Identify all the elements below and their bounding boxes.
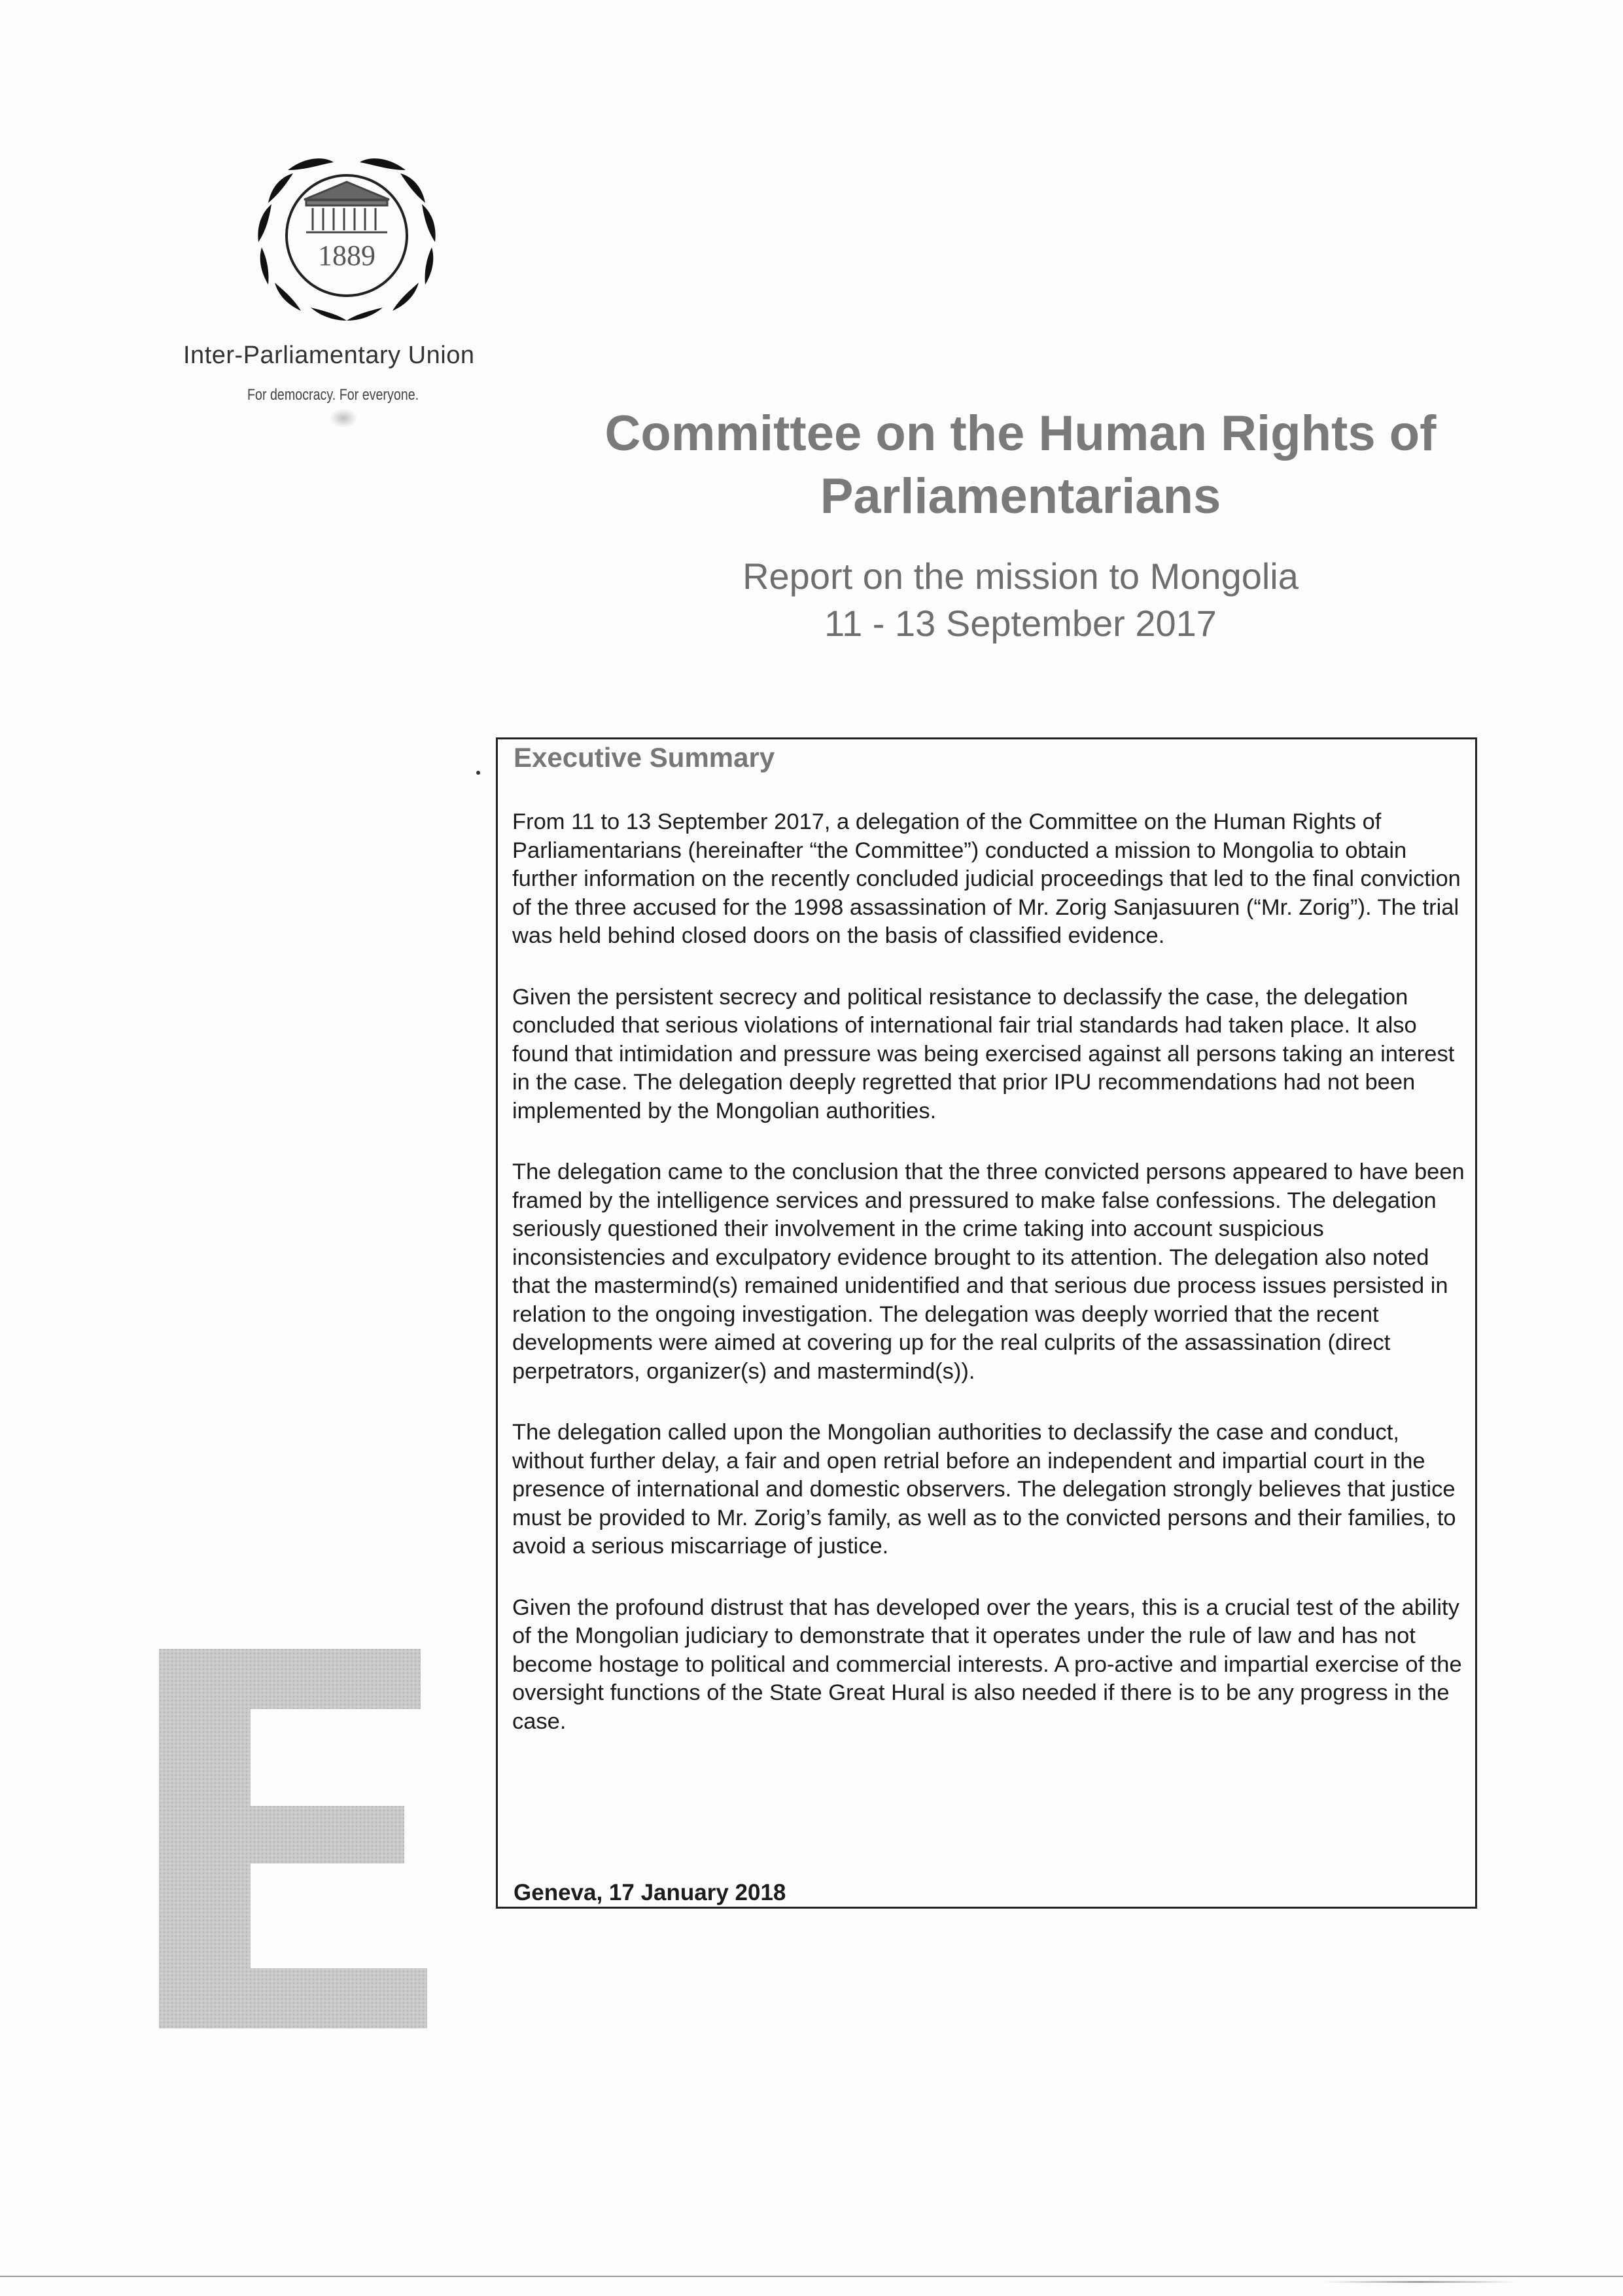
summary-paragraph: From 11 to 13 September 2017, a delegation of the Committee on the Human Rights of Parliamentarians (hereinafter “the Committee”) conducted a mission to Mongolia to obtain further information on the recently concluded judicial proceedings that led to the final conviction of the three accused for the 1998 assassination of Mr. Zorig Sanjasuuren (“Mr. Zorig”). The trial was held behind closed doors on the basis of classified evidence. [512, 809, 1461, 948]
organization-name: Inter-Parliamentary Union [183, 342, 475, 369]
stray-dot [476, 771, 480, 775]
title-line-1: Committee on the Human Rights of [604, 406, 1437, 461]
signoff-date: Geneva, 17 January 2018 [514, 1880, 786, 1905]
document-title [497, 402, 1544, 528]
language-letter-e-icon [156, 1649, 430, 2028]
summary-body [512, 808, 1467, 1769]
organization-tagline: For democracy. For everyone. [247, 386, 419, 404]
subtitle-line-2: 11 - 13 September 2017 [824, 603, 1217, 644]
executive-summary-box [496, 737, 1477, 1909]
subtitle-line-1: Report on the mission to Mongolia [742, 556, 1299, 597]
summary-paragraph: Given the profound distrust that has developed over the years, this is a crucial test of the ability of the Mongolian judiciary to demonstrate that it operates under the rule of law and has not become hostage to political and commercial interests. A pro-active and impartial exercise of the oversight functions of the State Great Hural is also needed if there is to be any progress in the case. [512, 1595, 1462, 1734]
summary-paragraph: Given the persistent secrecy and political resistance to declassify the case, the delegation concluded that serious violations of international fair trial standards had taken place. It also found that intimidation and pressure was being exercised against all persons taking an interest in the case. The delegation deeply regretted that prior IPU recommendations had not been implemented by the Mongolian authorities. [512, 984, 1455, 1123]
summary-paragraph: The delegation called upon the Mongolian authorities to declassify the case and conduct, without further delay, a fair and open retrial before an independent and impartial court in the presence of international and domestic observers. The delegation strongly believes that justice must be provided to Mr. Zorig’s family, as well as to the convicted persons and their families, to avoid a serious miscarriage of justice. [512, 1420, 1456, 1559]
document-subtitle [497, 553, 1544, 647]
summary-paragraph: The delegation came to the conclusion that the three convicted persons appeared to have been framed by the intelligence services and pressured to make false confessions. The delegation seriously questioned their involvement in the crime taking into account suspicious inconsistencies and exculpatory evidence brought to its attention. The delegation also noted that the mastermind(s) remained unidentified and that serious due process issues persisted in relation to the ongoing investigation. The delegation was deeply worried that the recent developments were aimed at covering up for the real culprits of the assassination (direct perpetrators, organizer(s) and mastermind(s)). [512, 1159, 1465, 1384]
title-line-2: Parliamentarians [820, 468, 1221, 524]
summary-heading: Executive Summary [514, 742, 775, 773]
scan-artifact [1321, 2281, 1518, 2283]
ipu-laurel-emblem-icon [242, 131, 451, 340]
logo-year: 1889 [318, 239, 375, 272]
page-bottom-edge [0, 2276, 1623, 2277]
scan-smudge [330, 409, 357, 427]
